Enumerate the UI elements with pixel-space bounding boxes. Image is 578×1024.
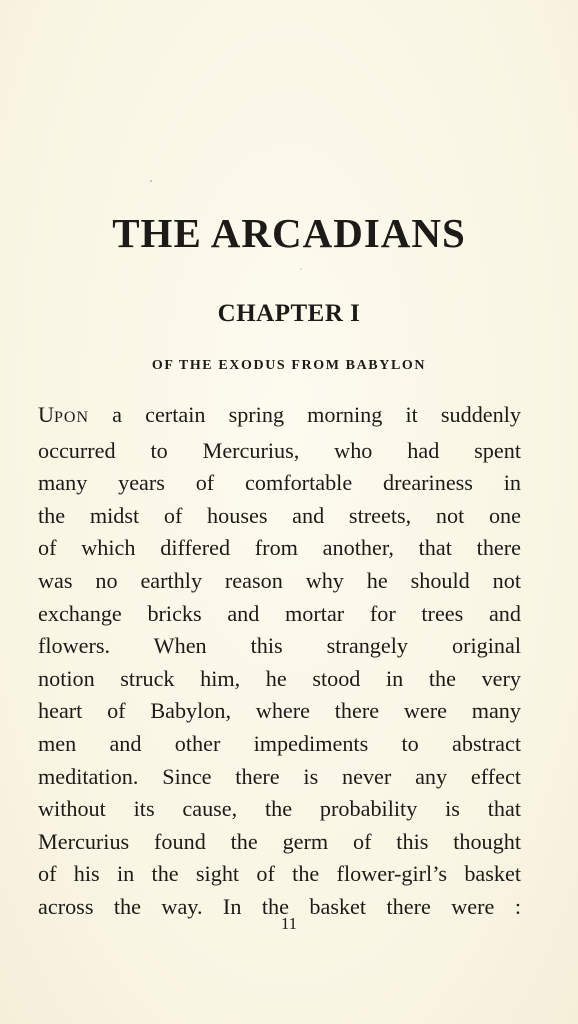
chapter-body-text bbox=[38, 399, 521, 924]
text-line: exchange bricks and mortar for trees and bbox=[38, 600, 521, 626]
text-line: notion struck him, he stood in the very bbox=[38, 665, 521, 691]
initial-smallcaps: PON bbox=[54, 409, 90, 426]
text-line: without its cause, the probability is that bbox=[38, 796, 521, 822]
text-line: of his in the sight of the flower-girl’s basket bbox=[38, 861, 521, 887]
initial-letter: U bbox=[38, 402, 55, 427]
book-title: THE ARCADIANS bbox=[112, 210, 466, 256]
text-line: across the way. In the basket there were : bbox=[38, 893, 521, 919]
text-line: meditation. Since there is never any effect bbox=[38, 763, 521, 789]
text-line: flowers. When this strangely original bbox=[38, 633, 521, 659]
text-line: many years of comfortable dreariness in bbox=[38, 470, 521, 496]
text-line: heart of Babylon, where there were many bbox=[38, 698, 521, 724]
text-line: was no earthly reason why he should not bbox=[38, 567, 521, 593]
chapter-subtitle: OF THE EXODUS FROM BABYLON bbox=[151, 358, 427, 373]
text-line: the midst of houses and streets, not one bbox=[38, 502, 521, 528]
page-number: 11 bbox=[280, 914, 298, 933]
text-line-content: a certain spring morning it suddenly bbox=[89, 402, 521, 427]
ink-speck bbox=[300, 268, 302, 270]
chapter-heading: CHAPTER I bbox=[217, 300, 361, 327]
text-line: of which differed from another, that there bbox=[38, 535, 521, 561]
ink-speck bbox=[150, 180, 152, 182]
text-line: men and other impediments to abstract bbox=[38, 730, 521, 756]
text-line: occurred to Mercurius, who had spent bbox=[38, 437, 521, 463]
text-line bbox=[38, 399, 521, 435]
text-line: Mercurius found the germ of this thought bbox=[38, 828, 521, 854]
